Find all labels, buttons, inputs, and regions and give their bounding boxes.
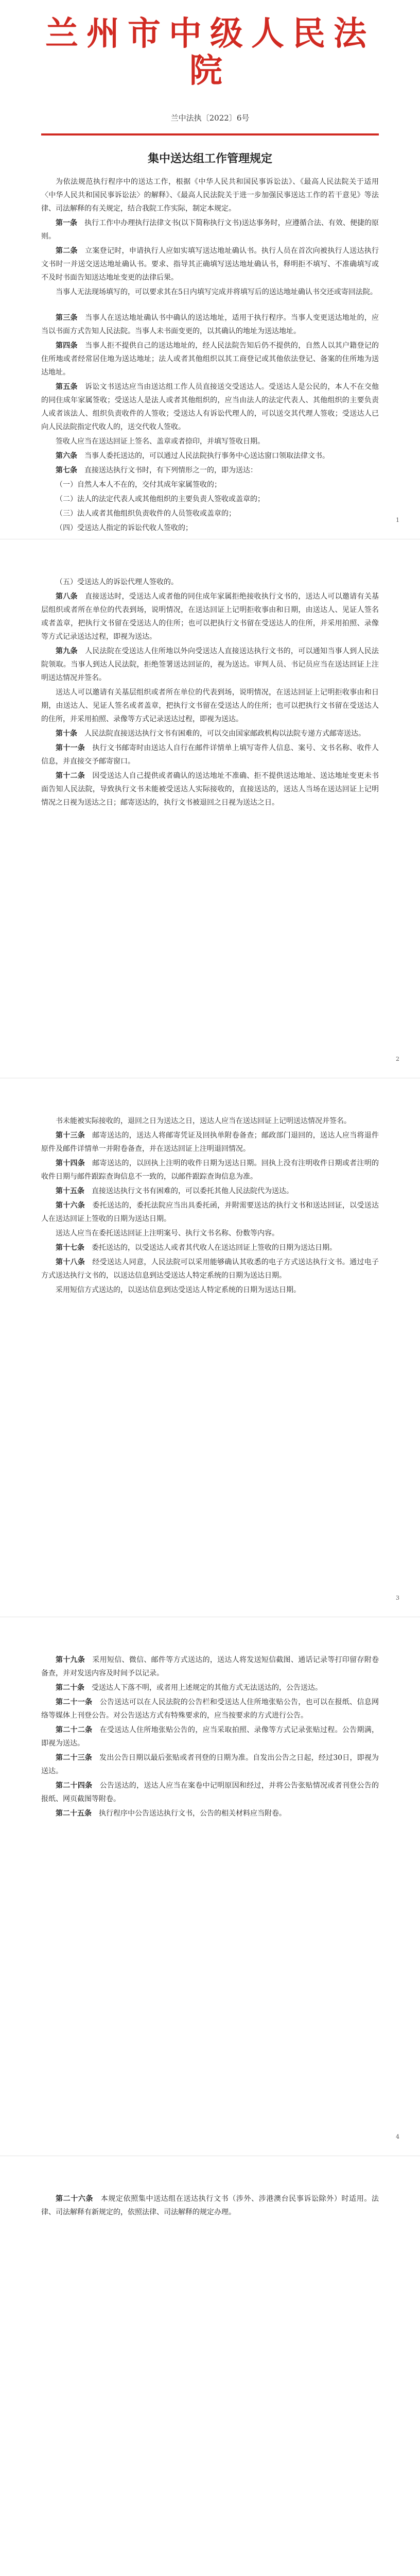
article-number: 第十七条 (56, 1244, 84, 1252)
paragraph (41, 1184, 379, 1198)
page-number: 2 (396, 1056, 399, 1062)
paragraph (41, 507, 379, 520)
paragraph (41, 478, 379, 492)
paragraph (41, 727, 379, 740)
paragraph-text: 发出公告日期以最后张贴或者刊登的日期为准。自发出公告之日起，经过30日，即视为送达。 (41, 1754, 379, 1775)
article-number: 第八条 (56, 592, 78, 601)
paragraph (41, 311, 379, 338)
paragraph-text: 当事人拒不提供自己的送达地址的，经人民法院告知后仍不提供的，自然人以其户籍登记的住所地或者经常居住地为送达地址；法人或者其他组织以其工商登记或其他依法登记、备案的住所地为送达地址。 (41, 342, 379, 377)
article-number: 第十六条 (56, 1201, 85, 1210)
paragraph-text: （五）受送达人的诉讼代理人签收的。 (56, 578, 178, 586)
paragraph (41, 1696, 379, 1722)
paragraph-text: （四）受送达人指定的诉讼代收人签收的； (56, 524, 192, 532)
page-body (41, 1114, 379, 1297)
article-number: 第二十六条 (56, 2195, 94, 2203)
paragraph-text: 立案登记时，申请执行人应如实填写送达地址确认书。执行人员在首次向被执行人送达执行文书时一并送交送达地址确认书。要求、指导其正确填写送达地址确认书，释明拒不填写、不准确填写或不及时书面告知送达地址变更的法律后果。 (41, 247, 379, 282)
article-number: 第九条 (56, 647, 78, 655)
paragraph-text: 人民法院在受送达人住所地以外向受送达人直接送达执行文书的，可以通知当事人到人民法院领取。当事人到达人民法院，拒绝签署送达回证的，视为送达。审判人员、书记员应当在送达回证上注明送达情况并签名。 (41, 647, 379, 682)
article-number: 第二十四条 (56, 1782, 93, 1790)
paragraph-text: 公告送达的，送达人应当在案卷中记明原因和经过，并将公告张贴情况或者刊登公告的报纸、网页截图等附卷。 (41, 1782, 379, 1803)
paragraph-text: 受送达人下落不明，或者用上述规定的其他方式无法送达的，公告送达。 (92, 1684, 322, 1692)
paragraph (41, 1157, 379, 1183)
article-number: 第十九条 (56, 1656, 85, 1664)
page-number: 3 (396, 1595, 399, 1601)
page-4 (0, 1617, 420, 2156)
article-number: 第二十二条 (56, 1726, 93, 1734)
red-divider-line (41, 133, 379, 135)
article-number: 第十二条 (56, 772, 85, 780)
paragraph (41, 380, 379, 434)
paragraph-text: 采用短信方式送达的，以送达信息到达受送达人特定系统的日期为送达日期。 (56, 1286, 301, 1294)
page-body (41, 175, 379, 535)
page-number: 4 (396, 2133, 399, 2140)
paragraph-text: 直接送达时，受送达人或者他的同住成年家属拒绝接收执行文书的，送达人可以邀请有关基层组织或者所在单位的代表到场，说明情况，在送达回证上记明拒收事由和日期，由送达人、见证人签名或者盖章，把执行文书留在受送达人的住所；也可以把执行文书留在受送达人的住所，并采用拍照、录像等方式记录送达过程，即视为送达。 (41, 592, 379, 641)
page-1 (0, 0, 420, 539)
paragraph-text: 直接送达执行文书时，有下列情形之一的，即为送达： (84, 466, 257, 474)
paragraph-text: 邮寄送达的，送达人将邮寄凭证及回执单附卷备查；邮政部门退回的，送达人应当将退件原件及邮件详情单一并附卷备查，并在送达回证上注明退回情况。 (41, 1131, 379, 1153)
paragraph (41, 575, 379, 589)
paragraph (41, 521, 379, 535)
paragraph-text: 本规定依照集中送达组在送达执行文书（涉外、涉港澳台民事诉讼除外）时适用。法律、司法解释有新规定的，依照法律、司法解释的规定办理。 (41, 2195, 379, 2216)
paragraph-text: 签收人应当在送达回证上签名、盖章或者捺印，并填写签收日期。 (56, 437, 265, 446)
paragraph (41, 1779, 379, 1806)
paragraph (41, 339, 379, 379)
page-body (41, 2192, 379, 2219)
paragraph (41, 1199, 379, 1226)
paragraph (41, 741, 379, 768)
paragraph (41, 2192, 379, 2219)
page-5 (0, 2156, 420, 2576)
paragraph (41, 1283, 379, 1297)
paragraph-text: 直接送达执行文书有困难的，可以委托其他人民法院代为送达。 (92, 1187, 293, 1195)
article-number: 第五条 (56, 383, 78, 391)
article-number: 第一条 (56, 219, 78, 227)
paragraph (41, 1807, 379, 1820)
paragraph-text: 委托送达的，以受送达人或者其代收人在送达回证上签收的日期为送达日期。 (92, 1244, 337, 1252)
paragraph-text: （一）自然人本人不在的，交付其成年家属签收的； (56, 481, 221, 489)
paragraph-text: 公告送达可以在人民法院的公告栏和受送达人住所地张贴公告，也可以在报纸、信息网络等媒体上刊登公告。对公告送达方式有特殊要求的，应当按要求的方式进行公告。 (41, 1698, 379, 1720)
paragraph (41, 590, 379, 643)
paragraph-text: 书未能被实际接收的，退回之日为送达之日，送达人应当在送达回证上记明送达情况并签名。 (56, 1117, 351, 1125)
paragraph (41, 1723, 379, 1750)
paragraph-text: （三）法人或者其他组织负责收件的人员签收或盖章的； (56, 510, 236, 518)
article-number: 第二十一条 (56, 1698, 93, 1706)
paragraph-text: 当事人委托送达的，可以通过人民法院执行事务中心送达窗口领取法律文书。 (84, 452, 329, 460)
paragraph (41, 216, 379, 243)
paragraph (41, 1751, 379, 1778)
article-number: 第十三条 (56, 1131, 85, 1140)
paragraph-text: 送达人应当在委托送达回证上注明案号、执行文书名称、份数等内容。 (56, 1229, 279, 1238)
paragraph-text: 执行文书邮寄时由送达人自行在邮件详情单上填写寄件人信息、案号、文书名称、收件人信息，并直接交予邮寄窗口。 (41, 744, 379, 766)
paragraph (41, 175, 379, 215)
paragraph-text: 委托送达的，委托法院应当出具委托函，并附需要送达的执行文书和送达回证，以受送达人在送达回证上签收的日期为送达日期。 (41, 1201, 379, 1223)
paragraph (41, 464, 379, 477)
paragraph-text: 执行程序中公告送达执行文书，公告的相关材料应当附卷。 (99, 1809, 286, 1818)
page-2 (0, 539, 420, 1078)
article-number: 第四条 (56, 342, 78, 350)
paragraph-text: 执行工作中办理执行法律文书(以下简称执行文书)送达事务时，应遵循合法、有效、便捷的原则。 (41, 219, 379, 241)
article-number: 第二十三条 (56, 1754, 92, 1762)
article-number: 第七条 (56, 466, 77, 474)
paragraph-text: （二）法人的法定代表人或其他组织的主要负责人签收或盖章的； (56, 495, 265, 503)
article-number: 第十条 (56, 730, 77, 738)
paragraph-text: 人民法院直接送达执行文书有困难的，可以交由国家邮政机构以法院专递方式邮寄送达。 (84, 730, 365, 738)
paragraph (41, 1227, 379, 1240)
paragraph-text: 邮寄送达的，以回执上注明的收件日期为送达日期。回执上没有注明收件日期或者注明的收件日期与邮件跟踪查询信息不一致的，以邮件跟踪查询信息为准。 (41, 1159, 379, 1181)
paragraph (41, 449, 379, 463)
paragraph (41, 285, 379, 299)
article-number: 第二十五条 (56, 1809, 92, 1818)
document-title: 集中送达组工作管理规定 (147, 152, 272, 165)
paragraph-text: 采用短信、微信、邮件等方式送达的，送达人将发送短信截图、通话记录等打印留存附卷备查，并对发送内容及时间予以记录。 (41, 1656, 379, 1677)
article-number: 第十五条 (56, 1187, 84, 1195)
article-number: 第二条 (56, 247, 78, 255)
paragraph-text: 在受送达人住所地张贴公告的，应当采取拍照、录像等方式记录张贴过程。公告期满，即视为送达。 (41, 1726, 379, 1748)
paragraph-text: 为依法规范执行程序中的送达工作，根据《中华人民共和国民事诉讼法》、《最高人民法院关于适用〈中华人民共和国民事诉讼法〉的解释》、《最高人民法院关于进一步加强民事送达工作的若干意见》等法律、司法解释的有关规定，结合我院工作实际，制定本规定。 (41, 178, 379, 213)
paragraph (41, 1653, 379, 1680)
paragraph-text: 经受送达人同意，人民法院可以采用能够确认其收悉的电子方式送达执行文书。通过电子方式送达执行文书的，以送达信息到达受送达人特定系统的日期为送达日期。 (41, 1258, 379, 1280)
paragraph-text: 当事人在送达地址确认书中确认的送达地址，适用于执行程序。当事人变更送达地址的，应当以书面方式告知人民法院。当事人未书面变更的，以其确认的地址为送达地址。 (41, 314, 379, 335)
paragraph (41, 769, 379, 809)
paragraph (41, 1241, 379, 1255)
paragraph-text: 因受送达人自己提供或者确认的送达地址不准确、拒不提供送达地址、送达地址变更未书面告知人民法院，导致执行文书未能被受送达人实际接收的，直接送达的，送达人当场在送达回证上记明情况之日视为送达之日；邮寄送达的，执行文书被退回之日视为送达之日。 (41, 772, 379, 807)
paragraph-text: 送达人可以邀请有关基层组织或者所在单位的代表到场，说明情况，在送达回证上记明拒收事由和日期，由送达人、见证人签名或者盖章，把执行文书留在受送达人的住所；也可以把执行文书留在受送达人的住所，并采用拍照、录像等方式记录送达过程，即视为送达。 (41, 688, 379, 723)
paragraph (41, 1129, 379, 1156)
paragraph (41, 686, 379, 726)
paragraph (41, 1681, 379, 1694)
article-number: 第二十条 (56, 1684, 84, 1692)
page-body (41, 575, 379, 809)
paragraph (41, 1256, 379, 1282)
paragraph (41, 435, 379, 448)
article-number: 第六条 (56, 452, 77, 460)
court-name-header: 兰州市中级人民法院 (45, 15, 375, 90)
page-number: 1 (396, 517, 399, 523)
paragraph-text: 诉讼文书送达应当由送达组工作人员直接送交受送达人。受送达人是公民的，本人不在交他的同住成年家属签收；受送达人是法人或者其他组织的，应当由法人的法定代表人、其他组织的主要负责人或者该法人、组织负责收件的人签收；受送达人有诉讼代理人的，可以送交其代理人签收；受送达人已向人民法院指定代收人的，送交代收人签收。 (41, 383, 379, 431)
article-number: 第三条 (56, 314, 78, 322)
paragraph (41, 493, 379, 506)
paragraph-text: 当事人无法现场填写的，可以要求其在5日内填写完成并将填写后的送达地址确认书交还或寄回法院。 (56, 288, 377, 296)
document-number: 兰中法执〔2022〕6号 (170, 113, 250, 123)
paragraph (41, 244, 379, 284)
page-3 (0, 1078, 420, 1617)
article-number: 第十八条 (56, 1258, 85, 1266)
article-number: 第十四条 (56, 1159, 85, 1167)
article-number: 第十一条 (56, 744, 85, 752)
page-body (41, 1653, 379, 1820)
paragraph (41, 645, 379, 685)
paragraph (41, 1114, 379, 1128)
